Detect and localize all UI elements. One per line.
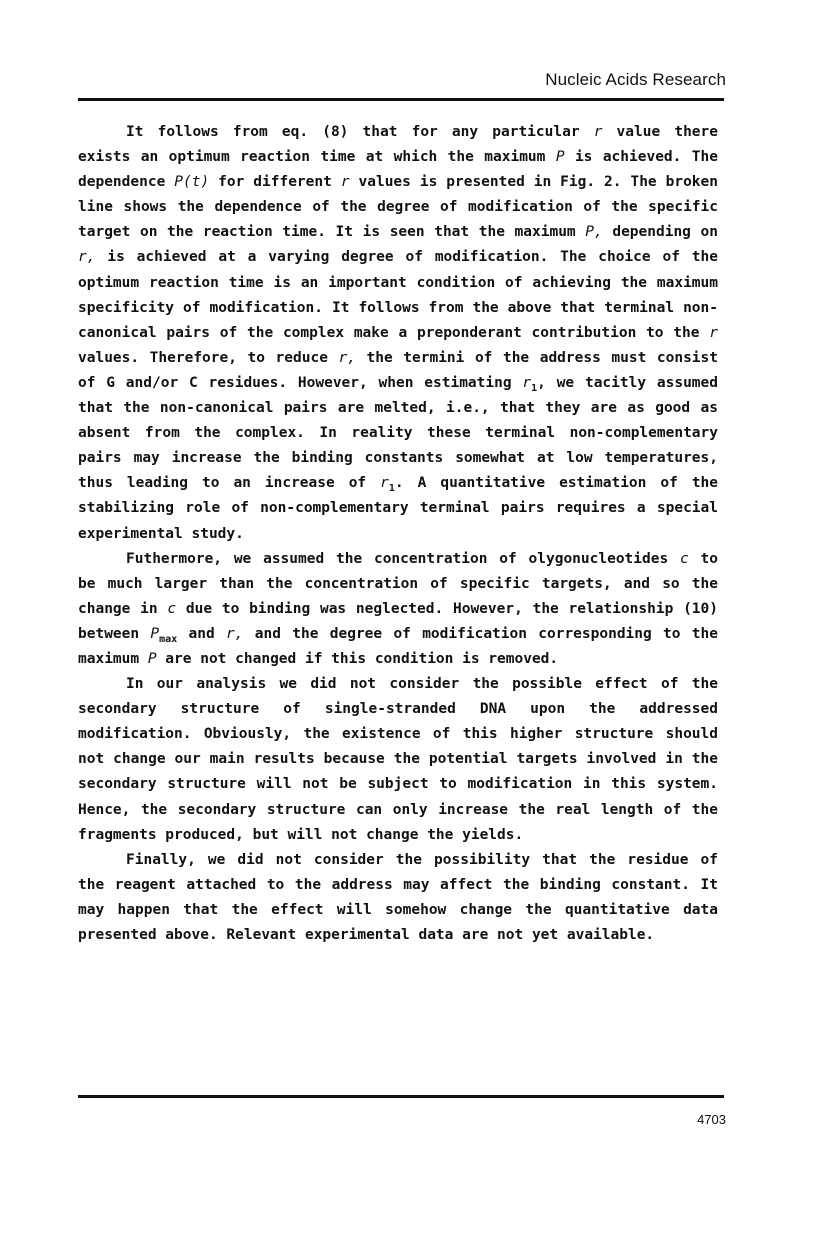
math-variable: r, [226, 625, 244, 642]
math-subscript: 1 [531, 382, 538, 394]
paragraph [78, 120, 718, 547]
footer-rule [78, 1095, 724, 1098]
text-run: , we tacitly assumed that the non-canonical pairs are melted, i.e., that they are as good as absent from the complex. In reality these terminal non-complementary pairs may increase the binding constants somewhat at low temperatures, thus leading to an increase of [78, 374, 718, 492]
math-variable: r [593, 124, 603, 140]
text-run: and [177, 625, 227, 642]
text-run: is achieved. The dependence [78, 149, 718, 191]
text-run: is achieved at a varying degree of modification. The choice of the optimum reaction time is an important condition of achieving the maximum specificity of modification. It follows from the above that terminal non-canonical pairs of the complex make a preponderant contribution to the [78, 249, 718, 341]
math-variable: c [167, 600, 177, 617]
text-run: value there exists an optimum reaction time at which the maximum [78, 124, 718, 166]
math-variable: P [147, 650, 157, 667]
math-variable: r [709, 324, 718, 341]
math-variable: P [150, 625, 160, 642]
text-run: values. Therefore, to reduce [78, 349, 339, 366]
math-variable: r [380, 475, 389, 492]
math-variable: r [522, 374, 532, 391]
math-variable: P(t) [174, 174, 210, 191]
text-run: In our analysis we did not consider the possible effect of the secondary structure of single-stranded DNA upon the addressed modification. Obviously, the existence of this higher structure should not change our main results because the potential targets involved in the secondary structure will not be subject to modification in this system. Hence, the secondary structure can only increase the real length of the fragments produced, but will not change the yields. [78, 676, 718, 843]
paragraph [78, 848, 718, 948]
text-run: depending on [602, 224, 718, 241]
page-number: 4703 [697, 1112, 726, 1127]
text-run: are not changed if this condition is removed. [156, 650, 559, 667]
math-variable: r, [78, 249, 96, 266]
paragraph [78, 547, 718, 672]
text-run: the termini of the address must consist of G and/or C residues. However, when estimating [78, 349, 718, 391]
header-rule [78, 98, 724, 101]
text-run: for different [209, 174, 341, 191]
math-variable: r, [338, 349, 356, 366]
math-variable: P, [585, 224, 603, 241]
article-body [78, 120, 718, 948]
text-run: due to binding was neglected. However, the relationship (10) between [78, 600, 718, 642]
text-run: Futhermore, we assumed the concentration of olygonucleotides [126, 550, 680, 567]
text-run: Finally, we did not consider the possibility that the residue of the reagent attached to the address may affect the binding constant. It may happen that the effect will somehow change the quantitative data presented above. Relevant experimental data are not yet available. [78, 851, 718, 943]
math-variable: r [340, 174, 350, 191]
journal-name: Nucleic Acids Research [545, 70, 726, 89]
math-subscript: max [159, 633, 178, 645]
text-run: to be much larger than the concentration of specific targets, and so the change in [78, 550, 718, 617]
text-run: values is presented in Fig. 2. The broken line shows the dependence of the degree of modification of the specific target on the reaction time. It is seen that the maximum [78, 174, 718, 241]
math-subscript: 1 [388, 483, 395, 495]
text-run: It follows from eq. (8) that for any particular [126, 124, 594, 140]
math-variable: c [680, 550, 689, 567]
text-run: and the degree of modification corresponding to the maximum [78, 625, 718, 667]
text-run: . A quantitative estimation of the stabilizing role of non-complementary terminal pairs requires a special experimental study. [78, 475, 719, 542]
math-variable: P [555, 149, 565, 166]
paragraph [78, 672, 718, 848]
